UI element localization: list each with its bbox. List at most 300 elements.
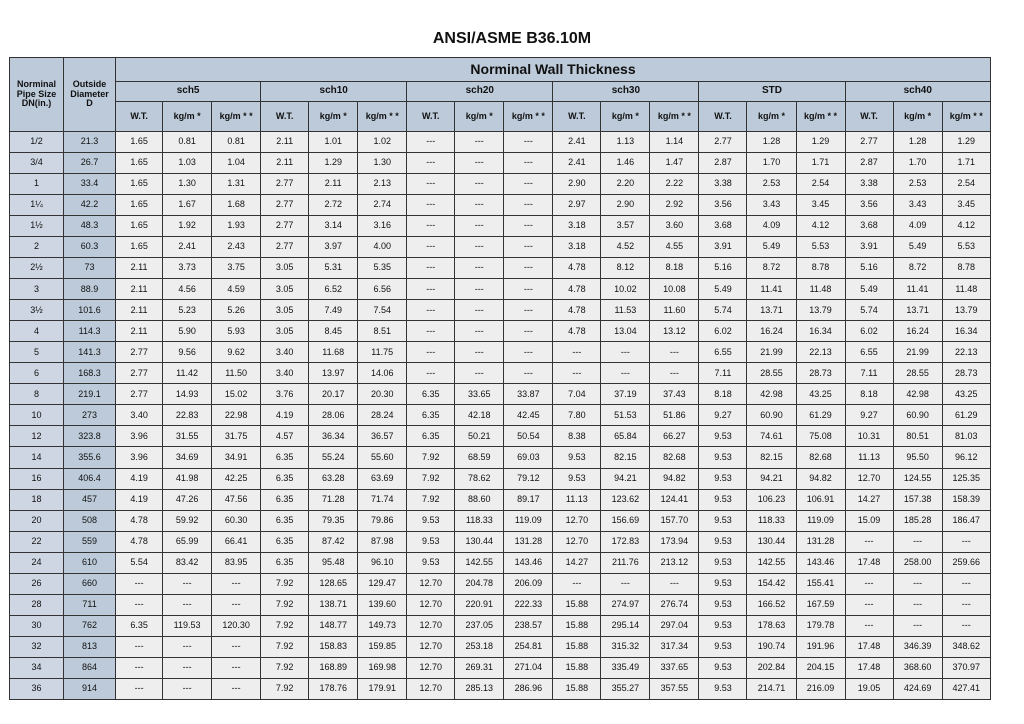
value-cell: --- <box>455 279 504 300</box>
value-cell: 34.91 <box>212 447 261 468</box>
value-cell: 8.72 <box>747 258 796 279</box>
dn-header-line: Norminal <box>17 79 57 90</box>
od-cell: 73 <box>64 258 116 279</box>
value-cell: 11.48 <box>796 279 845 300</box>
value-cell: 5.31 <box>309 258 358 279</box>
value-cell: 4.59 <box>212 279 261 300</box>
value-cell: 9.53 <box>699 615 747 636</box>
value-cell: 2.11 <box>261 132 309 153</box>
value-cell: 19.05 <box>845 678 893 699</box>
value-cell: 7.92 <box>261 678 309 699</box>
column-header: kg/m * * <box>212 102 261 132</box>
value-cell: --- <box>893 615 942 636</box>
dn-cell: 24 <box>10 552 64 573</box>
value-cell: --- <box>407 153 455 174</box>
value-cell: 7.92 <box>407 468 455 489</box>
value-cell: 9.53 <box>699 594 747 615</box>
value-cell: 1.02 <box>358 132 407 153</box>
column-header: W.T. <box>116 102 163 132</box>
value-cell: --- <box>163 678 212 699</box>
value-cell: --- <box>553 363 601 384</box>
value-cell: 0.81 <box>163 132 212 153</box>
value-cell: --- <box>504 237 553 258</box>
value-cell: 2.43 <box>212 237 261 258</box>
dn-cell: 32 <box>10 636 64 657</box>
value-cell: 2.11 <box>116 321 163 342</box>
value-cell: 81.03 <box>942 426 990 447</box>
value-cell: 5.53 <box>942 237 990 258</box>
value-cell: --- <box>504 195 553 216</box>
value-cell: 348.62 <box>942 636 990 657</box>
value-cell: 11.75 <box>358 342 407 363</box>
value-cell: 254.81 <box>504 636 553 657</box>
value-cell: 427.41 <box>942 678 990 699</box>
value-cell: 4.78 <box>116 531 163 552</box>
value-cell: --- <box>504 174 553 195</box>
column-header: W.T. <box>553 102 601 132</box>
value-cell: 12.70 <box>407 573 455 594</box>
value-cell: 47.56 <box>212 489 261 510</box>
value-cell: 3.56 <box>845 195 893 216</box>
table-row <box>10 279 991 300</box>
value-cell: 14.27 <box>845 489 893 510</box>
value-cell: 9.27 <box>699 405 747 426</box>
value-cell: 271.04 <box>504 657 553 678</box>
value-cell: 13.71 <box>893 300 942 321</box>
value-cell: 211.76 <box>601 552 650 573</box>
value-cell: 51.86 <box>650 405 699 426</box>
value-cell: 69.03 <box>504 447 553 468</box>
value-cell: 2.11 <box>116 300 163 321</box>
value-cell: 5.74 <box>699 300 747 321</box>
value-cell: 4.09 <box>893 216 942 237</box>
value-cell: 269.31 <box>455 657 504 678</box>
value-cell: --- <box>455 195 504 216</box>
value-cell: 118.33 <box>747 510 796 531</box>
value-cell: 149.73 <box>358 615 407 636</box>
value-cell: 2.90 <box>553 174 601 195</box>
value-cell: 74.61 <box>747 426 796 447</box>
value-cell: 4.78 <box>116 510 163 531</box>
value-cell: 80.51 <box>893 426 942 447</box>
value-cell: 6.35 <box>407 405 455 426</box>
column-header: kg/m * <box>893 102 942 132</box>
value-cell: 13.04 <box>601 321 650 342</box>
value-cell: 1.65 <box>116 237 163 258</box>
value-cell: 6.35 <box>261 531 309 552</box>
value-cell: 9.53 <box>407 552 455 573</box>
value-cell: 7.92 <box>261 615 309 636</box>
column-header: W.T. <box>261 102 309 132</box>
dn-cell: 5 <box>10 342 64 363</box>
value-cell: --- <box>845 531 893 552</box>
value-cell: 6.35 <box>261 447 309 468</box>
value-cell: 65.84 <box>601 426 650 447</box>
dn-cell: 1¼ <box>10 195 64 216</box>
value-cell: 139.60 <box>358 594 407 615</box>
od-cell: 26.7 <box>64 153 116 174</box>
value-cell: 31.75 <box>212 426 261 447</box>
value-cell: 82.68 <box>796 447 845 468</box>
value-cell: 173.94 <box>650 531 699 552</box>
value-cell: 60.30 <box>212 510 261 531</box>
schedule-header: sch30 <box>553 82 699 102</box>
value-cell: 13.71 <box>747 300 796 321</box>
value-cell: 169.98 <box>358 657 407 678</box>
value-cell: 295.14 <box>601 615 650 636</box>
value-cell: 1.29 <box>309 153 358 174</box>
value-cell: 2.77 <box>845 132 893 153</box>
value-cell: 61.29 <box>796 405 845 426</box>
value-cell: 172.83 <box>601 531 650 552</box>
table-row <box>10 300 991 321</box>
value-cell: 5.49 <box>699 279 747 300</box>
dn-cell: 1/2 <box>10 132 64 153</box>
od-cell: 711 <box>64 594 116 615</box>
value-cell: 2.77 <box>116 384 163 405</box>
value-cell: 129.47 <box>358 573 407 594</box>
value-cell: 337.65 <box>650 657 699 678</box>
column-header: kg/m * <box>309 102 358 132</box>
value-cell: 5.16 <box>845 258 893 279</box>
value-cell: 34.69 <box>163 447 212 468</box>
value-cell: 7.04 <box>553 384 601 405</box>
value-cell: 156.69 <box>601 510 650 531</box>
value-cell: 16.34 <box>796 321 845 342</box>
value-cell: --- <box>504 279 553 300</box>
value-cell: 2.74 <box>358 195 407 216</box>
value-cell: 9.53 <box>699 426 747 447</box>
table-row <box>10 258 991 279</box>
value-cell: 8.12 <box>601 258 650 279</box>
value-cell: 11.50 <box>212 363 261 384</box>
value-cell: 186.47 <box>942 510 990 531</box>
od-cell: 508 <box>64 510 116 531</box>
value-cell: 5.93 <box>212 321 261 342</box>
value-cell: 12.70 <box>553 531 601 552</box>
value-cell: 123.62 <box>601 489 650 510</box>
value-cell: 2.77 <box>261 237 309 258</box>
value-cell: 60.90 <box>747 405 796 426</box>
value-cell: 17.48 <box>845 636 893 657</box>
value-cell: 4.78 <box>553 258 601 279</box>
value-cell: 21.99 <box>747 342 796 363</box>
value-cell: 3.38 <box>699 174 747 195</box>
value-cell: 5.74 <box>845 300 893 321</box>
value-cell: 79.86 <box>358 510 407 531</box>
value-cell: 2.92 <box>650 195 699 216</box>
value-cell: 15.88 <box>553 636 601 657</box>
value-cell: 15.88 <box>553 594 601 615</box>
dn-cell: 34 <box>10 657 64 678</box>
value-cell: --- <box>212 594 261 615</box>
dn-cell: 14 <box>10 447 64 468</box>
value-cell: 3.18 <box>553 216 601 237</box>
value-cell: 13.12 <box>650 321 699 342</box>
table-row <box>10 594 991 615</box>
od-cell: 88.9 <box>64 279 116 300</box>
od-cell: 914 <box>64 678 116 699</box>
value-cell: 5.23 <box>163 300 212 321</box>
value-cell: 206.09 <box>504 573 553 594</box>
value-cell: 2.54 <box>942 174 990 195</box>
dn-cell: 22 <box>10 531 64 552</box>
value-cell: 7.92 <box>261 594 309 615</box>
value-cell: --- <box>455 153 504 174</box>
value-cell: 3.05 <box>261 258 309 279</box>
value-cell: 2.13 <box>358 174 407 195</box>
dn-cell: 4 <box>10 321 64 342</box>
od-header <box>64 58 116 132</box>
dn-header-line: Pipe Size <box>16 88 57 99</box>
od-cell: 762 <box>64 615 116 636</box>
value-cell: 131.28 <box>504 531 553 552</box>
value-cell: 42.25 <box>212 468 261 489</box>
value-cell: 9.53 <box>699 531 747 552</box>
value-cell: 94.21 <box>747 468 796 489</box>
value-cell: 179.91 <box>358 678 407 699</box>
value-cell: 15.88 <box>553 657 601 678</box>
value-cell: 79.12 <box>504 468 553 489</box>
table-row <box>10 363 991 384</box>
column-header: kg/m * * <box>650 102 699 132</box>
value-cell: 12.70 <box>553 510 601 531</box>
value-cell: 166.52 <box>747 594 796 615</box>
value-cell: 154.42 <box>747 573 796 594</box>
value-cell: --- <box>212 657 261 678</box>
value-cell: 71.74 <box>358 489 407 510</box>
value-cell: 3.05 <box>261 279 309 300</box>
value-cell: 2.77 <box>261 195 309 216</box>
value-cell: 31.55 <box>163 426 212 447</box>
value-cell: 3.43 <box>893 195 942 216</box>
value-cell: 28.24 <box>358 405 407 426</box>
table-row <box>10 489 991 510</box>
value-cell: 8.51 <box>358 321 407 342</box>
value-cell: 3.60 <box>650 216 699 237</box>
value-cell: 2.41 <box>163 237 212 258</box>
value-cell: 8.18 <box>699 384 747 405</box>
value-cell: 22.98 <box>212 405 261 426</box>
value-cell: 1.14 <box>650 132 699 153</box>
value-cell: 4.19 <box>116 468 163 489</box>
value-cell: 4.19 <box>116 489 163 510</box>
value-cell: 0.81 <box>212 132 261 153</box>
value-cell: 346.39 <box>893 636 942 657</box>
value-cell: --- <box>942 615 990 636</box>
value-cell: 2.77 <box>261 174 309 195</box>
value-cell: 119.09 <box>504 510 553 531</box>
value-cell: 14.27 <box>553 552 601 573</box>
value-cell: 8.18 <box>845 384 893 405</box>
dn-cell: 20 <box>10 510 64 531</box>
dn-cell: 12 <box>10 426 64 447</box>
value-cell: 157.38 <box>893 489 942 510</box>
value-cell: 94.82 <box>796 468 845 489</box>
value-cell: 155.41 <box>796 573 845 594</box>
dn-cell: 16 <box>10 468 64 489</box>
dn-cell: 1½ <box>10 216 64 237</box>
value-cell: 3.14 <box>309 216 358 237</box>
value-cell: 12.70 <box>407 594 455 615</box>
value-cell: 88.60 <box>455 489 504 510</box>
value-cell: 7.11 <box>845 363 893 384</box>
value-cell: 120.30 <box>212 615 261 636</box>
schedule-header: STD <box>699 82 845 102</box>
value-cell: 2.87 <box>699 153 747 174</box>
value-cell: 8.78 <box>942 258 990 279</box>
value-cell: 3.97 <box>309 237 358 258</box>
value-cell: --- <box>455 300 504 321</box>
value-cell: 13.97 <box>309 363 358 384</box>
value-cell: --- <box>553 342 601 363</box>
od-cell: 660 <box>64 573 116 594</box>
value-cell: 5.49 <box>747 237 796 258</box>
value-cell: 79.35 <box>309 510 358 531</box>
value-cell: 12.70 <box>407 678 455 699</box>
value-cell: 65.99 <box>163 531 212 552</box>
value-cell: 3.18 <box>553 237 601 258</box>
value-cell: 28.06 <box>309 405 358 426</box>
value-cell: 125.35 <box>942 468 990 489</box>
value-cell: --- <box>942 573 990 594</box>
value-cell: 2.11 <box>116 279 163 300</box>
value-cell: 5.53 <box>796 237 845 258</box>
value-cell: 335.49 <box>601 657 650 678</box>
value-cell: 178.76 <box>309 678 358 699</box>
value-cell: 47.26 <box>163 489 212 510</box>
value-cell: --- <box>845 594 893 615</box>
value-cell: 4.09 <box>747 216 796 237</box>
value-cell: 1.65 <box>116 174 163 195</box>
value-cell: 6.56 <box>358 279 407 300</box>
value-cell: 368.60 <box>893 657 942 678</box>
value-cell: 28.73 <box>796 363 845 384</box>
value-cell: --- <box>407 258 455 279</box>
table-row <box>10 636 991 657</box>
value-cell: 61.29 <box>942 405 990 426</box>
dn-cell: 30 <box>10 615 64 636</box>
value-cell: --- <box>504 132 553 153</box>
value-cell: 1.68 <box>212 195 261 216</box>
value-cell: --- <box>893 531 942 552</box>
value-cell: --- <box>116 594 163 615</box>
value-cell: 159.85 <box>358 636 407 657</box>
value-cell: --- <box>407 174 455 195</box>
value-cell: 1.13 <box>601 132 650 153</box>
dn-header <box>10 58 64 132</box>
value-cell: --- <box>407 300 455 321</box>
value-cell: 43.25 <box>796 384 845 405</box>
value-cell: 1.28 <box>893 132 942 153</box>
value-cell: 3.96 <box>116 447 163 468</box>
value-cell: 4.55 <box>650 237 699 258</box>
value-cell: 82.68 <box>650 447 699 468</box>
value-cell: --- <box>116 636 163 657</box>
value-cell: 50.54 <box>504 426 553 447</box>
value-cell: 237.05 <box>455 615 504 636</box>
value-cell: 1.65 <box>116 132 163 153</box>
value-cell: 370.97 <box>942 657 990 678</box>
value-cell: 130.44 <box>747 531 796 552</box>
value-cell: 3.38 <box>845 174 893 195</box>
value-cell: --- <box>553 573 601 594</box>
column-header: kg/m * * <box>796 102 845 132</box>
value-cell: 66.41 <box>212 531 261 552</box>
value-cell: 1.31 <box>212 174 261 195</box>
dn-cell: 10 <box>10 405 64 426</box>
value-cell: 78.62 <box>455 468 504 489</box>
value-cell: 204.15 <box>796 657 845 678</box>
value-cell: --- <box>455 174 504 195</box>
value-cell: 22.13 <box>796 342 845 363</box>
table-row <box>10 552 991 573</box>
value-cell: 130.44 <box>455 531 504 552</box>
value-cell: 87.42 <box>309 531 358 552</box>
value-cell: 9.62 <box>212 342 261 363</box>
value-cell: 1.30 <box>358 153 407 174</box>
value-cell: 10.31 <box>845 426 893 447</box>
table-row <box>10 342 991 363</box>
value-cell: 7.92 <box>407 489 455 510</box>
value-cell: --- <box>504 342 553 363</box>
od-cell: 813 <box>64 636 116 657</box>
value-cell: 11.13 <box>845 447 893 468</box>
value-cell: 106.91 <box>796 489 845 510</box>
value-cell: --- <box>504 216 553 237</box>
value-cell: 51.53 <box>601 405 650 426</box>
value-cell: 3.75 <box>212 258 261 279</box>
od-header-line: D <box>86 98 93 109</box>
value-cell: 14.06 <box>358 363 407 384</box>
value-cell: 3.68 <box>845 216 893 237</box>
table-row <box>10 153 991 174</box>
value-cell: 28.55 <box>747 363 796 384</box>
od-cell: 406.4 <box>64 468 116 489</box>
value-cell: 6.02 <box>699 321 747 342</box>
value-cell: 4.52 <box>601 237 650 258</box>
dn-header-line: DN(in.) <box>21 98 52 109</box>
value-cell: --- <box>893 594 942 615</box>
value-cell: 55.24 <box>309 447 358 468</box>
value-cell: --- <box>845 573 893 594</box>
value-cell: 9.56 <box>163 342 212 363</box>
value-cell: 1.71 <box>942 153 990 174</box>
value-cell: 8.18 <box>650 258 699 279</box>
value-cell: 20.17 <box>309 384 358 405</box>
value-cell: 274.97 <box>601 594 650 615</box>
value-cell: 2.90 <box>601 195 650 216</box>
dn-cell: 3/4 <box>10 153 64 174</box>
value-cell: 297.04 <box>650 615 699 636</box>
value-cell: 1.65 <box>116 216 163 237</box>
value-cell: 5.90 <box>163 321 212 342</box>
value-cell: 59.92 <box>163 510 212 531</box>
od-cell: 114.3 <box>64 321 116 342</box>
column-header: kg/m * <box>747 102 796 132</box>
schedule-header: sch20 <box>407 82 553 102</box>
value-cell: 11.53 <box>601 300 650 321</box>
table-row <box>10 216 991 237</box>
value-cell: 6.35 <box>116 615 163 636</box>
value-cell: 2.11 <box>116 258 163 279</box>
value-cell: 3.57 <box>601 216 650 237</box>
value-cell: 157.70 <box>650 510 699 531</box>
value-cell: 63.69 <box>358 468 407 489</box>
value-cell: 143.46 <box>796 552 845 573</box>
value-cell: 9.53 <box>699 552 747 573</box>
value-cell: 8.38 <box>553 426 601 447</box>
